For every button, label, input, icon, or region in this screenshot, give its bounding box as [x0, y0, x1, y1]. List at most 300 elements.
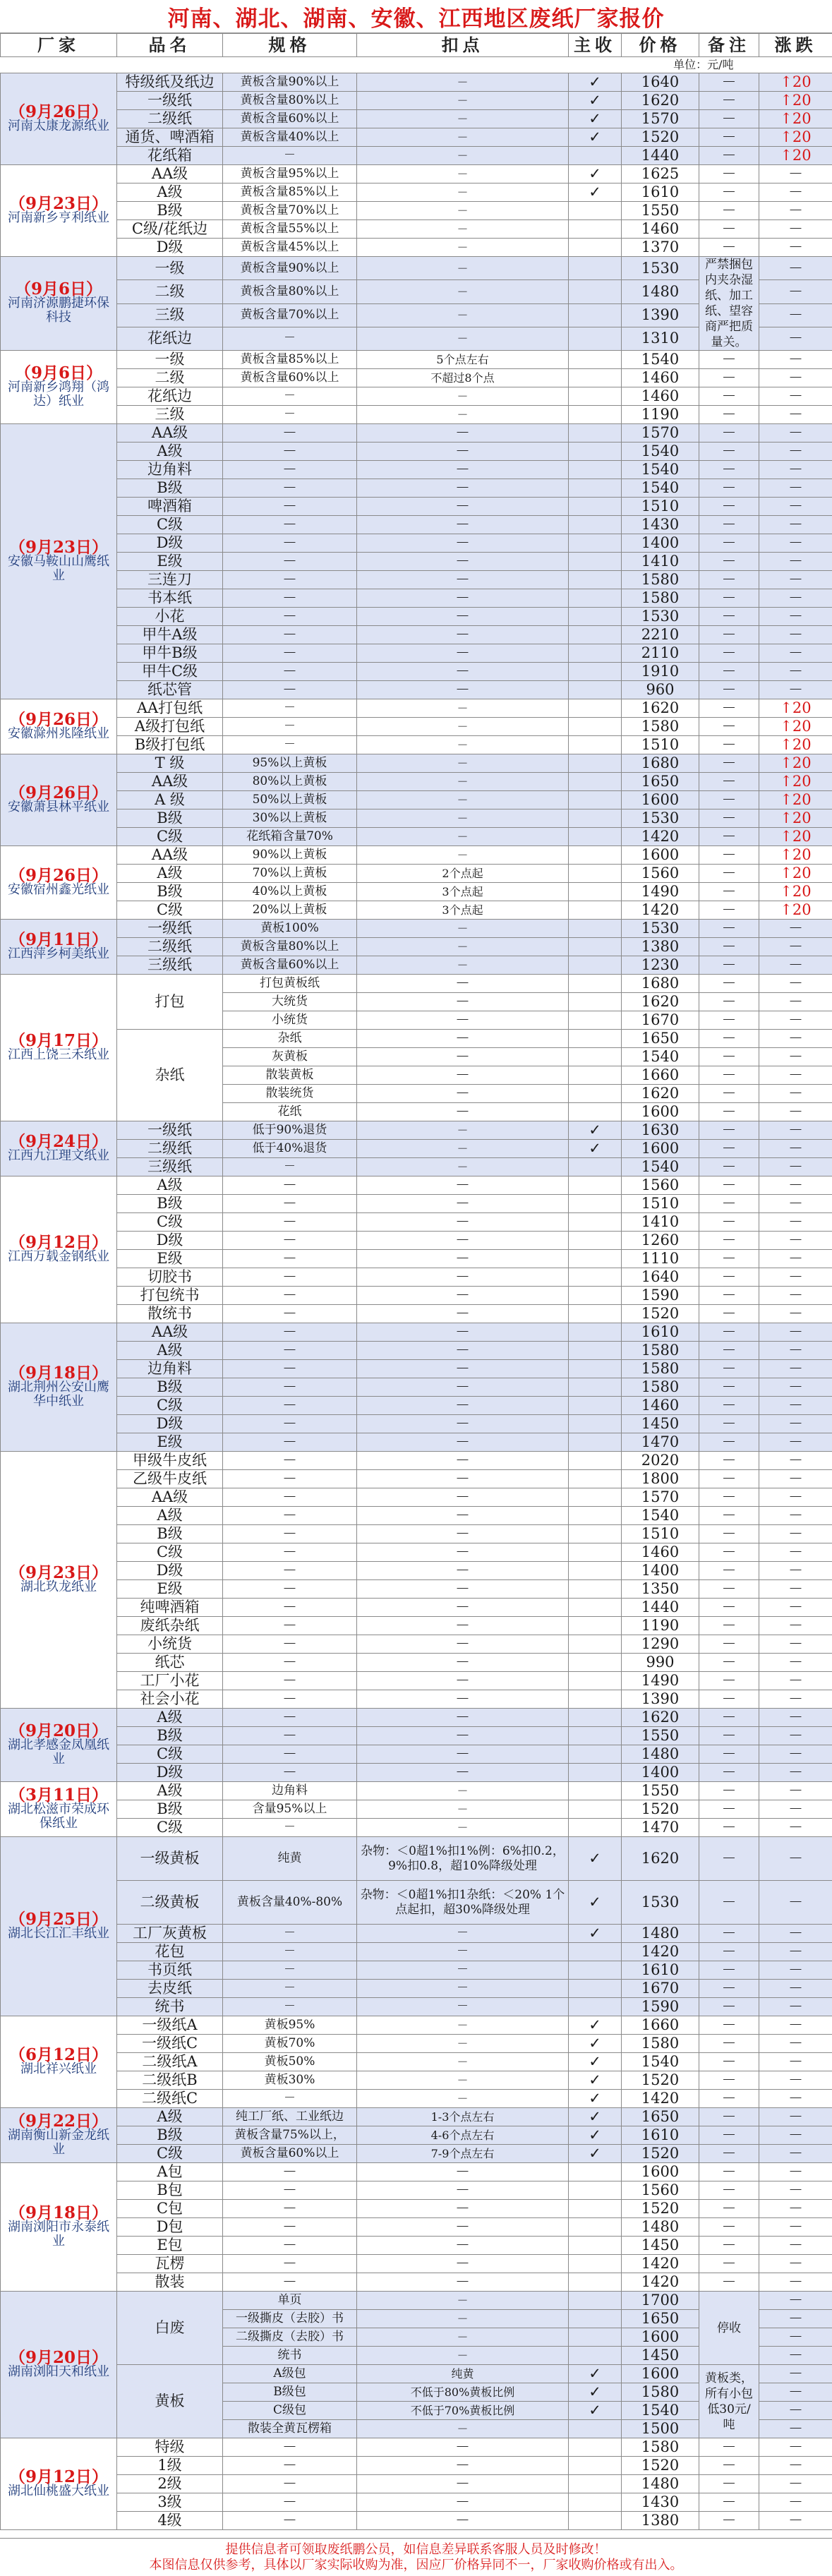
main-mark [569, 2420, 622, 2438]
main-mark [569, 1470, 622, 1488]
price-table-body [1, 73, 832, 2530]
spec-cell: － [223, 1745, 357, 1764]
spec-cell: 花纸 [223, 1103, 357, 1121]
price-cell: 1650 [622, 1030, 699, 1048]
deduction-cell: － [357, 1158, 569, 1176]
change-cell: － [759, 1195, 832, 1213]
note-cell: － [699, 1066, 759, 1085]
change-cell: ↑20 [759, 773, 832, 791]
main-mark [569, 2181, 622, 2200]
change-cell: － [759, 681, 832, 699]
table-row [1, 1998, 832, 2016]
deduction-cell: － [357, 1250, 569, 1268]
price-cell: 1580 [622, 1360, 699, 1378]
main-mark: ✓ [569, 73, 622, 92]
factory-date: （9月23日） [8, 537, 108, 557]
change-cell: － [759, 220, 832, 239]
factory-name: 湖北玖龙纸业 [20, 1579, 97, 1594]
price-cell: 1530 [622, 1881, 699, 1925]
main-mark [569, 1599, 622, 1617]
main-mark [569, 2237, 622, 2255]
main-mark [569, 2200, 622, 2218]
price-cell: 1560 [622, 1176, 699, 1195]
note-cell: － [699, 1507, 759, 1525]
main-mark: ✓ [569, 110, 622, 128]
main-mark [569, 2255, 622, 2273]
deduction-cell: － [357, 1433, 569, 1452]
note-cell: － [699, 2438, 759, 2457]
spec-cell: 大统货 [223, 993, 357, 1011]
table-row [1, 73, 832, 92]
deduction-cell: － [357, 2420, 569, 2438]
note-cell: － [699, 406, 759, 424]
table-row [1, 387, 832, 406]
spec-cell: － [223, 2475, 357, 2493]
table-row [1, 351, 832, 369]
change-cell: － [759, 2383, 832, 2402]
main-mark [569, 1158, 622, 1176]
product-name: 4级 [117, 2512, 223, 2530]
table-row [1, 1617, 832, 1635]
spec-cell: － [223, 1543, 357, 1562]
table-row [1, 461, 832, 479]
product-name: 一级纸A [117, 2016, 223, 2035]
change-cell: － [759, 327, 832, 350]
deduction-cell: － [357, 1562, 569, 1580]
factory-date: （9月26日） [8, 102, 108, 121]
note-cell: － [699, 1925, 759, 1943]
spec-cell: － [223, 1415, 357, 1433]
spec-cell: － [223, 663, 357, 681]
factory-date: （9月6日） [14, 363, 102, 383]
factory-name: 江西万载金钢纸业 [8, 1248, 109, 1264]
main-mark [569, 1819, 622, 1837]
table-row [1, 1176, 832, 1195]
table-row [1, 1727, 832, 1745]
main-mark [569, 1011, 622, 1030]
deduction-cell: － [357, 2163, 569, 2181]
product-name: 散统书 [117, 1305, 223, 1323]
deduction-cell: － [357, 791, 569, 809]
price-cell: 1450 [622, 2237, 699, 2255]
spec-cell: 黄板含量95%以上 [223, 165, 357, 183]
deduction-cell: － [357, 2328, 569, 2347]
change-cell: － [759, 2402, 832, 2420]
change-cell: ↑20 [759, 791, 832, 809]
price-cell: 1550 [622, 1727, 699, 1745]
spec-cell: 一级撕皮（去胶）书 [223, 2310, 357, 2328]
change-cell: － [759, 1507, 832, 1525]
deduction-cell: － [357, 2273, 569, 2292]
spec-cell: － [223, 1397, 357, 1415]
price-cell: 1490 [622, 1672, 699, 1690]
spec-cell: － [223, 461, 357, 479]
note-cell: － [699, 2200, 759, 2218]
price-cell: 1480 [622, 1745, 699, 1764]
factory-date: （9月18日） [8, 2203, 108, 2222]
change-cell: － [759, 351, 832, 369]
factory-cell [1, 1121, 117, 1176]
spec-cell: － [223, 2273, 357, 2292]
product-name: 花纸边 [117, 327, 223, 350]
main-mark [569, 424, 622, 443]
product-name: 工厂小花 [117, 1672, 223, 1690]
product-name: 二级纸C [117, 2090, 223, 2108]
main-mark [569, 1800, 622, 1819]
deduction-cell: － [357, 1287, 569, 1305]
main-mark [569, 534, 622, 553]
deduction-cell: － [357, 1378, 569, 1397]
deduction-cell: － [357, 1782, 569, 1800]
change-cell: － [759, 1140, 832, 1158]
table-row [1, 1800, 832, 1819]
note-cell: － [699, 1323, 759, 1342]
factory-name: 江西九江理文纸业 [8, 1148, 109, 1163]
main-mark [569, 1323, 622, 1342]
deduction-cell: － [357, 736, 569, 754]
price-cell: 960 [622, 681, 699, 699]
note-cell: － [699, 2145, 759, 2163]
spec-cell: － [223, 2090, 357, 2108]
deduction-cell: － [357, 73, 569, 92]
main-mark [569, 773, 622, 791]
table-row [1, 1378, 832, 1397]
factory-cell [1, 1709, 117, 1782]
spec-cell: C级包 [223, 2402, 357, 2420]
factory-name: 江西上饶三禾纸业 [8, 1047, 109, 1062]
note-cell: － [699, 424, 759, 443]
price-cell: 1230 [622, 956, 699, 975]
spec-cell: － [223, 1232, 357, 1250]
product-name: 甲级牛皮纸 [117, 1452, 223, 1470]
price-cell: 1550 [622, 1782, 699, 1800]
change-cell: ↑20 [759, 828, 832, 846]
product-name: 二级 [117, 280, 223, 303]
product-name: 统书 [117, 1998, 223, 2016]
change-cell: － [759, 1654, 832, 1672]
deduction-cell: － [357, 553, 569, 571]
change-cell: ↑20 [759, 718, 832, 736]
spec-cell: － [223, 1709, 357, 1727]
factory-name: 湖北祥兴纸业 [20, 2061, 97, 2076]
main-mark [569, 1103, 622, 1121]
factory-name: 河南新乡亨利纸业 [8, 210, 109, 225]
table-row [1, 1158, 832, 1176]
price-cell: 1520 [622, 2200, 699, 2218]
product-name: D级 [117, 1415, 223, 1433]
main-mark [569, 1543, 622, 1562]
price-cell: 1610 [622, 183, 699, 202]
change-cell: － [759, 1433, 832, 1452]
deduction-cell: － [357, 461, 569, 479]
change-cell: － [759, 1819, 832, 1837]
spec-cell: 统书 [223, 2347, 357, 2365]
main-mark [569, 1727, 622, 1745]
price-cell: 1610 [622, 2126, 699, 2145]
deduction-cell: － [357, 183, 569, 202]
deduction-cell: － [357, 92, 569, 110]
product-name: C级 [117, 828, 223, 846]
category-cell: 打包 [117, 975, 223, 1030]
deduction-cell: － [357, 443, 569, 461]
change-cell: － [759, 1599, 832, 1617]
deduction-cell: － [357, 2310, 569, 2328]
main-mark [569, 681, 622, 699]
spec-cell: 黄板含量55%以上 [223, 220, 357, 239]
spec-cell: － [223, 1943, 357, 1961]
deduction-cell: 7-9个点左右 [357, 2145, 569, 2163]
change-cell: － [759, 1232, 832, 1250]
spec-cell: － [223, 2218, 357, 2237]
note-cell: － [699, 202, 759, 220]
deduction-cell: － [357, 2347, 569, 2365]
price-cell: 1620 [622, 1837, 699, 1881]
note-cell: － [699, 2475, 759, 2493]
price-cell: 1670 [622, 1980, 699, 1998]
price-cell: 1400 [622, 1764, 699, 1782]
product-name: B级 [117, 1525, 223, 1543]
note-cell: － [699, 571, 759, 589]
change-cell: － [759, 369, 832, 387]
spec-cell: 黄板含量60%以上 [223, 110, 357, 128]
price-cell: 1640 [622, 73, 699, 92]
change-cell: ↑20 [759, 110, 832, 128]
factory-cell [1, 1176, 117, 1323]
change-cell: － [759, 183, 832, 202]
main-mark: ✓ [569, 1140, 622, 1158]
product-name: 三级纸 [117, 1158, 223, 1176]
spec-cell: 黄板含量80%以上 [223, 280, 357, 303]
note-cell: － [699, 736, 759, 754]
deduction-cell: － [357, 993, 569, 1011]
table-row [1, 1881, 832, 1925]
factory-cell [1, 1452, 117, 1709]
product-name: B级打包纸 [117, 736, 223, 754]
table-row [1, 2292, 832, 2310]
deduction-cell: － [357, 2292, 569, 2310]
table-row [1, 1268, 832, 1287]
change-cell: － [759, 1268, 832, 1287]
factory-name: 安徽马鞍山山鹰纸业 [8, 553, 109, 583]
factory-date: （9月18日） [8, 1363, 108, 1383]
table-row [1, 901, 832, 920]
spec-cell: － [223, 608, 357, 626]
change-cell: － [759, 920, 832, 938]
spec-cell: 花纸箱含量70% [223, 828, 357, 846]
table-row [1, 2053, 832, 2071]
change-cell: ↑20 [759, 883, 832, 901]
price-cell: 1190 [622, 1617, 699, 1635]
deduction-cell: － [357, 1195, 569, 1213]
price-cell: 1620 [622, 1085, 699, 1103]
main-mark [569, 846, 622, 865]
product-name: D级 [117, 239, 223, 257]
main-mark [569, 147, 622, 165]
change-cell: － [759, 2347, 832, 2365]
change-cell: － [759, 2035, 832, 2053]
change-cell: － [759, 2420, 832, 2438]
price-cell: 1580 [622, 589, 699, 608]
main-mark [569, 956, 622, 975]
spec-cell: － [223, 1378, 357, 1397]
table-row [1, 589, 832, 608]
spec-cell: 黄板含量80%以上 [223, 92, 357, 110]
product-name: C级 [117, 1213, 223, 1232]
main-mark [569, 1635, 622, 1654]
product-name: AA级 [117, 424, 223, 443]
spec-cell: － [223, 736, 357, 754]
header-price: 价格 [622, 34, 699, 57]
main-mark [569, 1048, 622, 1066]
table-row [1, 2273, 832, 2292]
product-name: A级 [117, 443, 223, 461]
change-cell: － [759, 993, 832, 1011]
note-cell: － [699, 2163, 759, 2181]
main-mark [569, 1745, 622, 1764]
note-cell: － [699, 2255, 759, 2273]
price-cell: 1610 [622, 1961, 699, 1980]
note-cell: － [699, 220, 759, 239]
change-cell: － [759, 1727, 832, 1745]
factory-cell [1, 257, 117, 351]
product-name: 社会小花 [117, 1690, 223, 1709]
spec-cell: 黄板50% [223, 2053, 357, 2071]
product-name: 啤酒箱 [117, 498, 223, 516]
deduction-cell: 纯黄 [357, 2365, 569, 2383]
main-mark [569, 993, 622, 1011]
table-row [1, 1925, 832, 1943]
factory-name: 安徽滁州兆隆纸业 [8, 726, 109, 741]
factory-date: （9月24日） [8, 1131, 108, 1151]
spec-cell: － [223, 589, 357, 608]
change-cell: － [759, 2493, 832, 2512]
note-cell: － [699, 1305, 759, 1323]
header-factory: 厂家 [1, 34, 117, 57]
spec-cell: 小统货 [223, 1011, 357, 1030]
change-cell: － [759, 2053, 832, 2071]
price-cell: 1550 [622, 202, 699, 220]
main-mark: ✓ [569, 2016, 622, 2035]
main-mark [569, 1268, 622, 1287]
note-cell: － [699, 865, 759, 883]
table-row [1, 369, 832, 387]
price-cell: 1600 [622, 2328, 699, 2347]
note-cell: － [699, 1397, 759, 1415]
table-row [1, 754, 832, 773]
main-mark [569, 2438, 622, 2457]
main-mark [569, 663, 622, 681]
note-cell: － [699, 1030, 759, 1048]
price-cell: 1600 [622, 846, 699, 865]
change-cell: － [759, 1881, 832, 1925]
table-row [1, 1980, 832, 1998]
deduction-cell: － [357, 1121, 569, 1140]
note-cell: － [699, 1232, 759, 1250]
deduction-cell: － [357, 1507, 569, 1525]
spec-cell: 黄板含量85%以上 [223, 183, 357, 202]
note-cell: － [699, 1998, 759, 2016]
note-cell: － [699, 1837, 759, 1881]
factory-name: 河南济源鹏捷环保科技 [8, 296, 109, 325]
spec-cell: 黄板含量60%以上 [223, 956, 357, 975]
deduction-cell: － [357, 626, 569, 644]
spec-cell: － [223, 1433, 357, 1452]
spec-cell: － [223, 553, 357, 571]
price-cell: 1630 [622, 1121, 699, 1140]
product-name: 边角料 [117, 461, 223, 479]
note-cell: － [699, 1727, 759, 1745]
price-cell: 1540 [622, 351, 699, 369]
product-name: 切胶书 [117, 1268, 223, 1287]
note-cell: － [699, 1415, 759, 1433]
spec-cell: 黄板含量75%以上， [223, 2126, 357, 2145]
table-row [1, 1819, 832, 1837]
change-cell: － [759, 1488, 832, 1507]
deduction-cell: － [357, 327, 569, 350]
deduction-cell: 不超过8个点 [357, 369, 569, 387]
product-name: 去皮纸 [117, 1980, 223, 1998]
price-cell: 1510 [622, 736, 699, 754]
main-mark [569, 938, 622, 956]
factory-cell [1, 1837, 117, 2016]
table-row [1, 2200, 832, 2218]
deduction-cell: － [357, 1011, 569, 1030]
spec-cell: 杂纸 [223, 1030, 357, 1048]
deduction-cell: － [357, 1943, 569, 1961]
spec-cell: － [223, 1158, 357, 1176]
note-cell: － [699, 2035, 759, 2053]
table-row [1, 1287, 832, 1305]
price-cell: 1410 [622, 1213, 699, 1232]
main-mark [569, 461, 622, 479]
spec-cell: － [223, 1690, 357, 1709]
main-mark [569, 2457, 622, 2475]
spec-cell: － [223, 2200, 357, 2218]
price-cell: 1380 [622, 938, 699, 956]
deduction-cell: － [357, 718, 569, 736]
factory-name: 湖南衡山新金龙纸业 [8, 2127, 109, 2157]
product-name: 一级纸 [117, 1121, 223, 1140]
change-cell: － [759, 165, 832, 183]
price-cell: 1440 [622, 1599, 699, 1617]
factory-cell [1, 846, 117, 920]
note-cell: － [699, 1158, 759, 1176]
price-cell: 1680 [622, 754, 699, 773]
factory-date: （9月22日） [8, 2111, 108, 2131]
product-name: A级 [117, 183, 223, 202]
deduction-cell: － [357, 2053, 569, 2071]
product-name: 特级 [117, 2438, 223, 2457]
product-name: A级 [117, 865, 223, 883]
factory-name: 湖北荆州公安山鹰华中纸业 [8, 1379, 109, 1409]
spec-cell: － [223, 387, 357, 406]
main-mark [569, 2493, 622, 2512]
main-mark [569, 257, 622, 280]
deduction-cell: － [357, 2035, 569, 2053]
note-cell: － [699, 479, 759, 498]
price-cell: 1520 [622, 1800, 699, 1819]
product-name: 二级纸B [117, 2071, 223, 2090]
price-cell: 1540 [622, 479, 699, 498]
main-mark [569, 883, 622, 901]
header-product: 品名 [117, 34, 223, 57]
factory-cell [1, 754, 117, 846]
main-mark: ✓ [569, 2126, 622, 2145]
main-mark [569, 865, 622, 883]
table-row [1, 920, 832, 938]
deduction-cell: － [357, 1690, 569, 1709]
price-cell: 1520 [622, 1305, 699, 1323]
